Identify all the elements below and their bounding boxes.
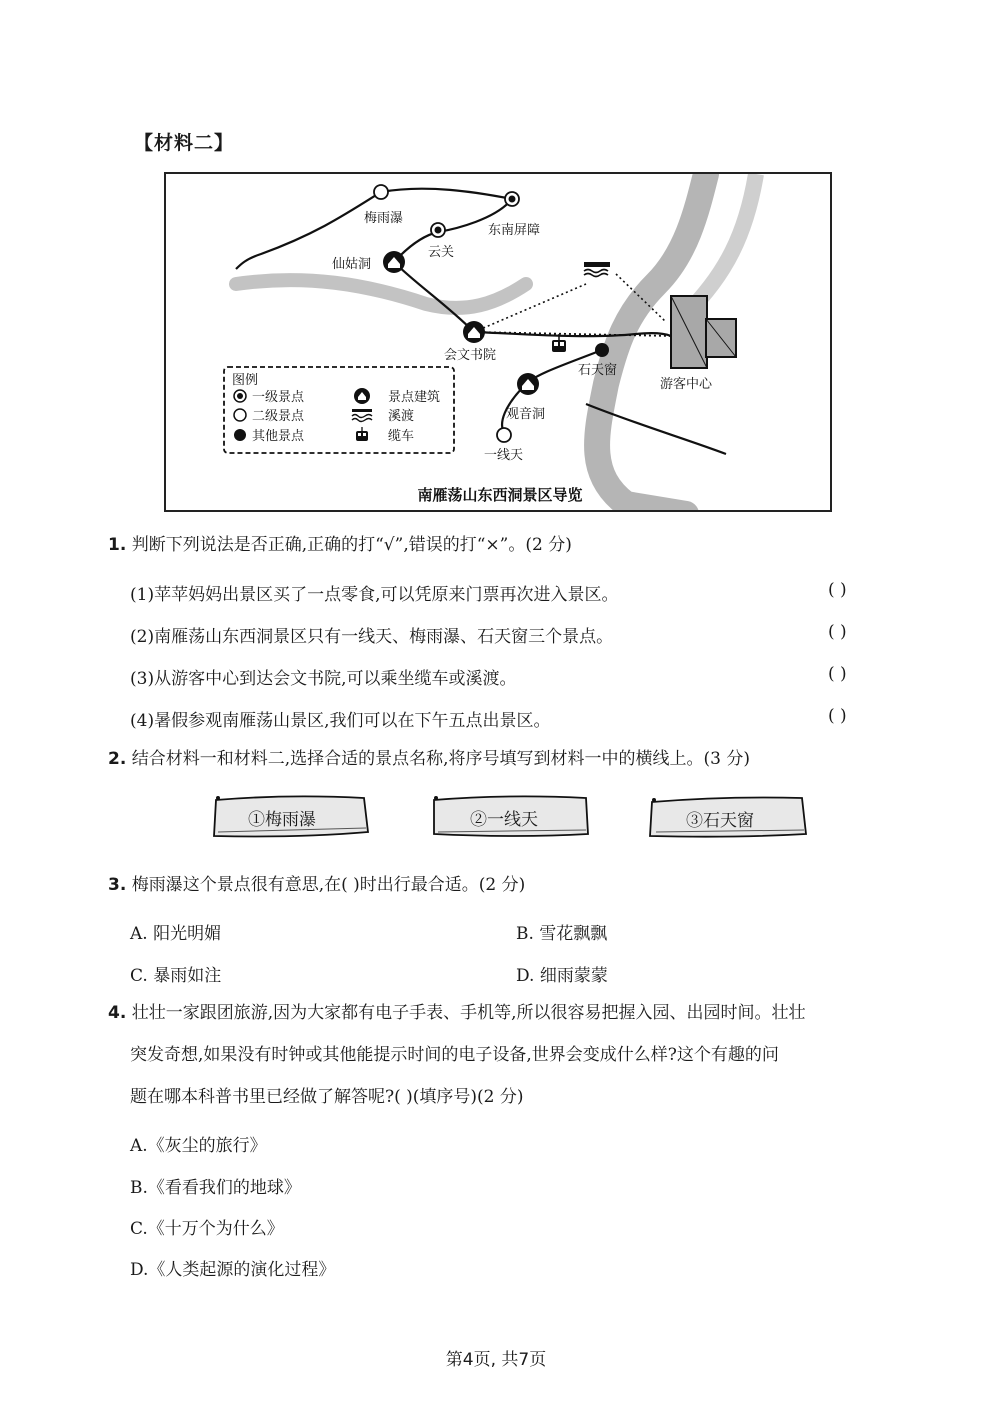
q3-option-c[interactable]: C. 暴雨如注 [130, 966, 222, 986]
section-title: 【材料二】 [134, 132, 235, 154]
meiyupu-marker [374, 185, 388, 199]
question-1-text: 判断下列说法是否正确,正确的打“√”,错误的打“×”。(2 分) [131, 535, 572, 555]
label-xiangudong: 仙姑洞 [332, 257, 372, 272]
legend-building: 景点建筑 [388, 390, 441, 405]
q4-option-c[interactable]: C.《十万个为什么》 [130, 1219, 284, 1239]
question-2-text: 结合材料一和材料二,选择合适的景点名称,将序号填写到材料一中的横线上。(3 分) [131, 749, 750, 769]
question-4-line-2: 突发奇想,如果没有时钟或其他能提示时间的电子设备,世界会变成什么样?这个有趣的问 [130, 1045, 779, 1065]
visitor-center-icon [671, 296, 736, 368]
legend-second-level: 二级景点 [252, 409, 305, 424]
q1-answer-1[interactable]: ( ) [828, 580, 847, 600]
map-canvas [166, 174, 832, 512]
question-1-number: 1. [108, 535, 127, 555]
page-number: 第4页, 共7页 [445, 1350, 547, 1370]
q1-answer-4[interactable]: ( ) [828, 706, 847, 726]
q4-option-b[interactable]: B.《看看我们的地球》 [130, 1178, 301, 1198]
q2-option-3[interactable] [646, 792, 810, 846]
q2-option-1[interactable] [208, 792, 372, 846]
river-branch [236, 280, 526, 308]
label-yunguan: 云关 [428, 245, 455, 260]
q3-option-a[interactable]: A. 阳光明媚 [130, 924, 222, 944]
q1-item-2: (2)南雁荡山东西洞景区只有一线天、梅雨瀑、石天窗三个景点。 [130, 627, 614, 647]
q4-option-a[interactable]: A.《灰尘的旅行》 [130, 1136, 267, 1156]
ferry-icon [584, 262, 610, 277]
question-4-number: 4. [108, 1003, 127, 1023]
legend-other: 其他景点 [252, 429, 305, 444]
question-1 [108, 537, 572, 554]
q3-option-d[interactable]: D. 细雨蒙蒙 [516, 966, 608, 986]
label-youke: 游客中心 [660, 377, 713, 392]
question-2-number: 2. [108, 749, 127, 769]
label-dongnan: 东南屏障 [488, 223, 541, 238]
label-meiyupu: 梅雨瀑 [364, 211, 404, 226]
trail-top [381, 189, 512, 199]
legend-cable: 缆车 [388, 429, 415, 444]
map-caption: 南雁荡山东西洞景区导览 [417, 486, 583, 504]
shitianchuang-marker [595, 343, 609, 357]
q4-option-d[interactable]: D.《人类起源的演化过程》 [130, 1260, 336, 1280]
label-shitianchuang: 石天窗 [578, 363, 618, 378]
label-huiwen: 会文书院 [444, 348, 497, 363]
q2-option-1-label: ①梅雨瀑 [248, 810, 316, 830]
q1-item-3: (3)从游客中心到达会文书院,可以乘坐缆车或溪渡。 [130, 669, 517, 689]
q2-option-2-label: ②一线天 [470, 810, 538, 830]
q2-option-3-label: ③石天窗 [686, 811, 754, 831]
legend-title: 图例 [232, 373, 259, 388]
question-4-line-1: 壮壮一家跟团旅游,因为大家都有电子手表、手机等,所以很容易把握入园、出园时间。壮壮 [131, 1003, 806, 1023]
xiangudong-marker [383, 251, 405, 273]
question-4 [108, 1005, 806, 1022]
q1-item-4: (4)暑假参观南雁荡山景区,我们可以在下午五点出景区。 [130, 711, 551, 731]
legend-building-icon [354, 388, 370, 404]
yixiantian-marker [497, 428, 511, 442]
question-3-number: 3. [108, 875, 127, 895]
trail-center [474, 332, 671, 336]
label-yixiantian: 一线天 [484, 448, 524, 463]
question-3-text: 梅雨瀑这个景点很有意思,在( )时出行最合适。(2 分) [131, 875, 526, 895]
label-guanyindong: 观音洞 [506, 407, 546, 422]
question-3 [108, 877, 525, 894]
legend-first-level: 一级景点 [252, 390, 305, 405]
q1-answer-2[interactable]: ( ) [828, 622, 847, 642]
huiwen-marker [463, 321, 485, 343]
legend-ferry: 溪渡 [388, 409, 415, 424]
q3-option-b[interactable]: B. 雪花飘飘 [516, 924, 608, 944]
question-2 [108, 751, 750, 768]
scenic-map [164, 172, 832, 512]
q1-item-1: (1)苹苹妈妈出景区买了一点零食,可以凭原来门票再次进入景区。 [130, 585, 619, 605]
q1-answer-3[interactable]: ( ) [828, 664, 847, 684]
question-4-line-3: 题在哪本科普书里已经做了解答呢?( )(填序号)(2 分) [130, 1087, 524, 1107]
q2-option-2[interactable] [428, 792, 592, 846]
guanyindong-marker [517, 373, 539, 395]
